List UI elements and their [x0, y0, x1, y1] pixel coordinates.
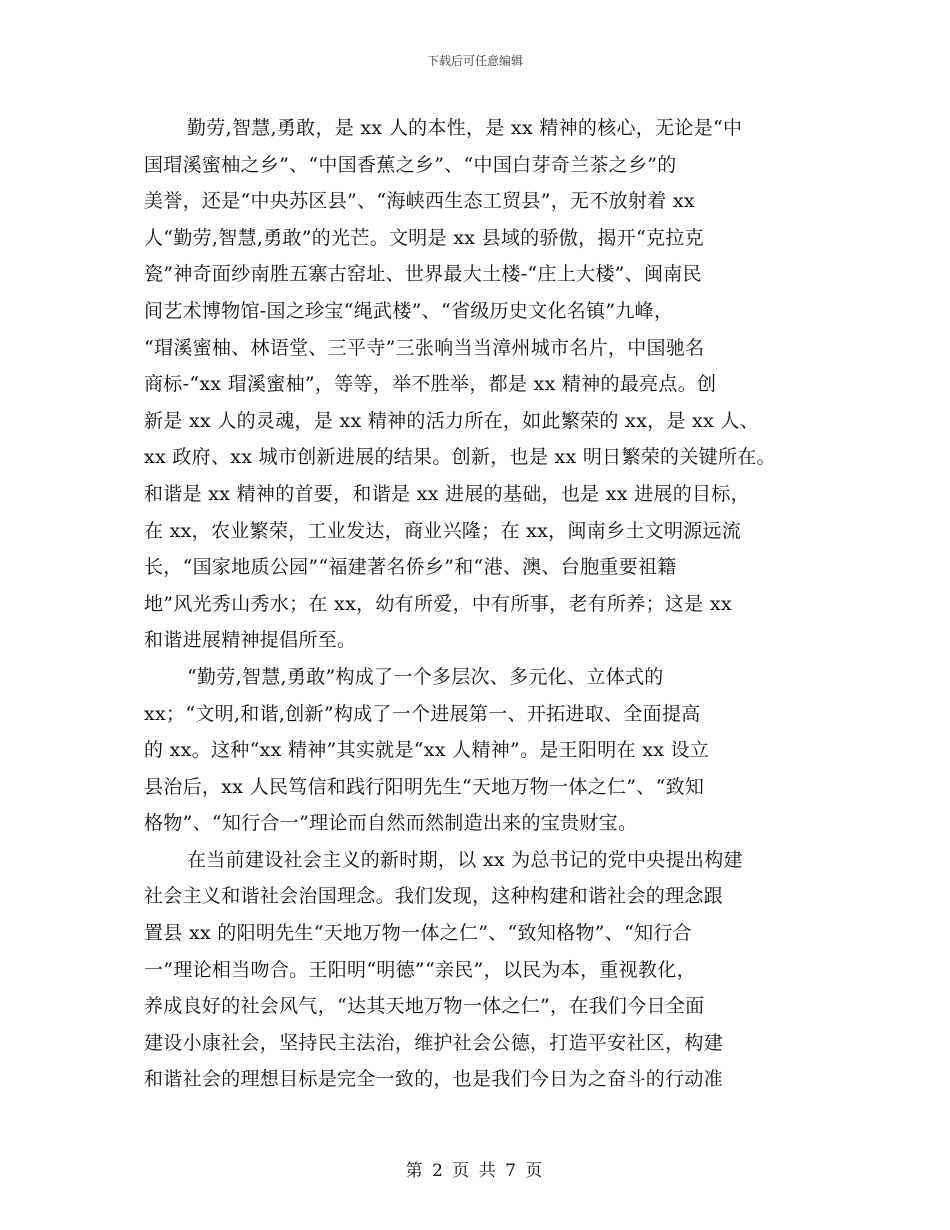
text-line: 地”风光秀山秀水；在 xx，幼有所爱，中有所事，老有所养；这是 xx: [144, 592, 732, 615]
text-line: 勤劳,智慧,勇敢，是 xx 人的本性，是 xx 精神的核心，无论是“中: [187, 117, 743, 139]
text-line: 格物”、“知行合一”理论而自然而然制造出来的宝贵财宝。: [144, 812, 638, 835]
text-line: 商标-“xx 瑁溪蜜柚”，等等，举不胜举，都是 xx 精神的最亮点。创: [144, 373, 717, 396]
document-body: [144, 110, 824, 1098]
text-line: 县治后，xx 人民笃信和践行阳明先生“天地万物一体之仁”、“致知: [144, 775, 705, 798]
text-line: 养成良好的社会风气，“达其天地万物一体之仁”，在我们今日全面: [144, 995, 705, 1018]
text-line: 的 xx。这种“xx 精神”其实就是“xx 人精神”。是王阳明在 xx 设立: [144, 739, 710, 762]
text-line: 间艺术博物馆-国之珍宝“绳武楼”、“省级历史文化名镇”九峰，: [144, 299, 674, 322]
text-line: “瑁溪蜜柚、林语堂、三平寺”三张响当当漳州城市名片，中国驰名: [144, 336, 705, 359]
text-line: 和谐是 xx 精神的首要，和谐是 xx 进展的基础，也是 xx 进展的目标，: [144, 482, 750, 505]
page-header: 下载后可任意编辑: [426, 54, 523, 68]
text-line: xx；“文明,和谐,创新”构成了一个进展第一、开拓进取、全面提高: [144, 702, 701, 725]
text-line: 国瑁溪蜜柚之乡”、“中国香蕉之乡”、“中国白芽奇兰茶之乡”的: [144, 153, 677, 176]
page-number-footer: 第 2 页 共 7 页: [405, 1161, 545, 1181]
text-line: 在当前建设社会主义的新时期，以 xx 为总书记的党中央提出构建: [187, 848, 743, 871]
text-line: 美誉，还是“中央苏区县”、“海峡西生态工贸县”，无不放射着 xx: [144, 190, 695, 213]
text-line: 在 xx，农业繁荣，工业发达，商业兴隆；在 xx，闽南乡土文明源远流: [144, 519, 742, 542]
text-line: 和谐进展精神提倡所至。: [144, 629, 357, 652]
text-line: “勤劳,智慧,勇敢”构成了一个多层次、多元化、立体式的: [187, 665, 664, 688]
text-line: 新是 xx 人的灵魂，是 xx 精神的活力所在，如此繁荣的 xx，是 xx 人、: [144, 409, 760, 432]
text-line: 和谐社会的理想目标是完全一致的，也是我们今日为之奋斗的行动准: [144, 1068, 724, 1091]
text-line: 社会主义和谐社会治国理念。我们发现，这种构建和谐社会的理念跟: [144, 885, 724, 908]
text-line: 置县 xx 的阳明先生“天地万物一体之仁”、“致知格物”、“知行合: [144, 922, 692, 945]
text-line: 建设小康社会，坚持民主法治，维护社会公德，打造平安社区，构建: [144, 1031, 724, 1054]
text-line: 瓷”神奇面纱南胜五寨古窑址、世界最大土楼-“庄上大楼”、闽南民: [144, 263, 702, 286]
text-line: 一”理论相当吻合。王阳明“明德”“亲民”，以民为本，重视教化，: [144, 958, 696, 981]
text-line: xx 政府、xx 城市创新进展的结果。创新，也是 xx 明日繁荣的关键所在。: [144, 446, 776, 469]
text-line: 长，“国家地质公园”“福建著名侨乡”和“港、澳、台胞重要祖籍: [144, 556, 677, 579]
text-line: 人“勤劳,智慧,勇敢”的光芒。文明是 xx 县域的骄傲，揭开“克拉克: [144, 226, 704, 249]
